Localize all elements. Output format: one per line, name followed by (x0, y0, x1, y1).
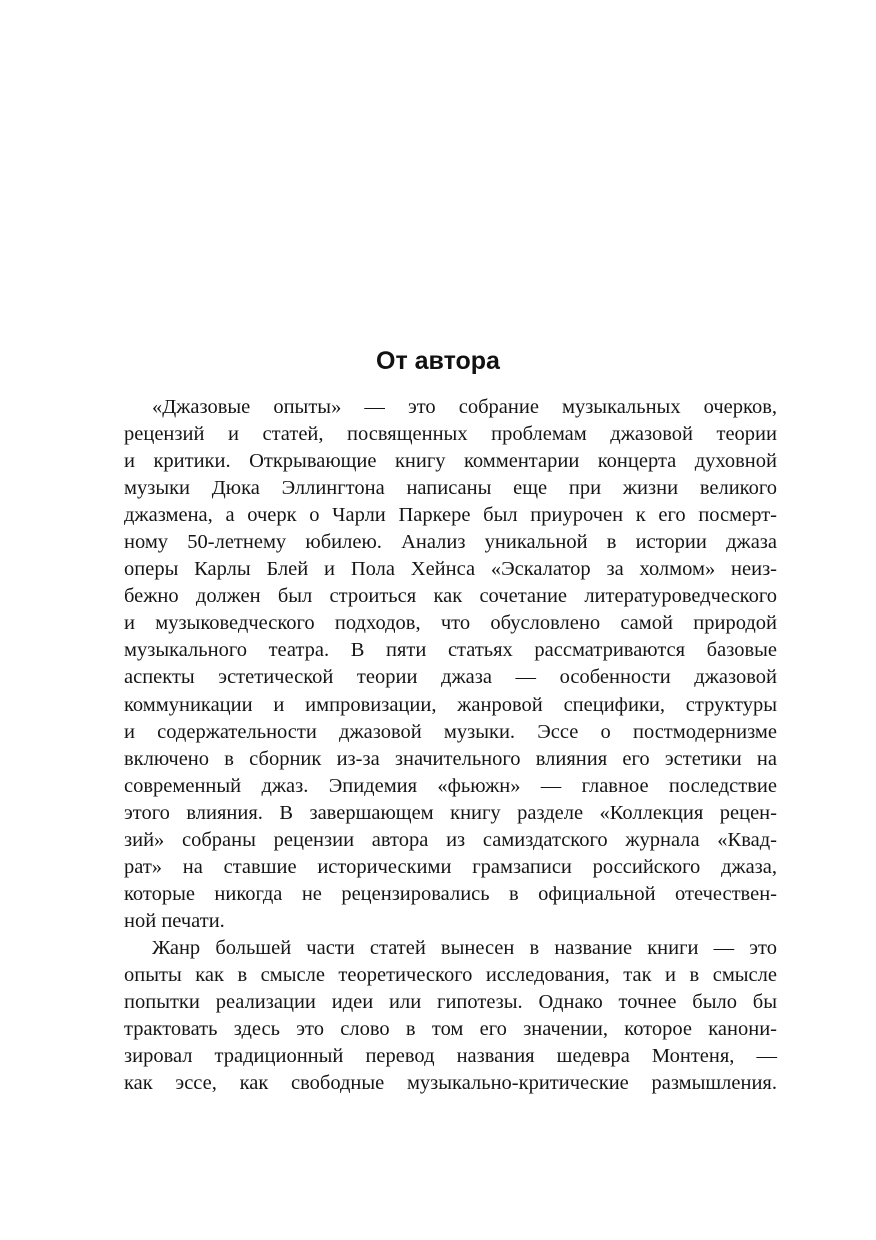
text-line: включено в сборник из-за значительного влияния его эстетики на (124, 747, 777, 770)
text-line: попытки реализации идеи или гипотезы. Однако точнее было бы (124, 991, 777, 1014)
text-line: аспекты эстетической теории джаза — особенности джазовой (124, 666, 777, 689)
text-line: которые никогда не рецензировались в официальной отечествен- (124, 882, 777, 905)
text-line: коммуникации и импровизации, жанровой специфики, структуры (124, 693, 777, 716)
text-line: музыки Дюка Эллингтона написаны еще при жизни великого (124, 477, 777, 500)
text-line: ной печати. (124, 909, 225, 932)
text-line: этого влияния. В завершающем книгу разделе «Коллекция рецен- (124, 801, 777, 824)
text-line: ному 50-летнему юбилею. Анализ уникальной в истории джаза (124, 531, 777, 554)
text-line: рат» на ставшие историческими грамзаписи российского джаза, (124, 855, 777, 878)
paragraph-2 (124, 935, 777, 1097)
paragraph-1 (124, 394, 777, 935)
text-line: и музыковедческого подходов, что обусловлено самой природой (124, 612, 777, 635)
text-line: джазмена, а очерк о Чарли Паркере был приурочен к его посмерт- (124, 504, 777, 527)
text-line: музыкального театра. В пяти статьях рассматриваются базовые (124, 639, 777, 662)
page-title: От автора (376, 347, 500, 375)
text-line: и содержательности джазовой музыки. Эссе о постмодернизме (124, 720, 777, 743)
text-line: бежно должен был строиться как сочетание литературоведческого (124, 585, 777, 608)
text-line: рецензий и статей, посвященных проблемам джазовой теории (124, 423, 777, 446)
text-line: трактовать здесь это слово в том его значении, которое канони- (124, 1018, 777, 1041)
text-line: опыты как в смысле теоретического исследования, так и в смысле (124, 963, 777, 986)
text-line: зировал традиционный перевод названия шедевра Монтеня, — (124, 1045, 777, 1068)
text-line: и критики. Открывающие книгу комментарии концерта духовной (124, 450, 777, 473)
text-line: Жанр большей части статей вынесен в название книги — это (152, 936, 777, 959)
text-line: как эссе, как свободные музыкально-критические размышления. (124, 1072, 777, 1095)
text-line: современный джаз. Эпидемия «фьюжн» — главное последствие (124, 774, 777, 797)
text-line: зий» собраны рецензии автора из самиздатского журнала «Квад- (124, 828, 777, 851)
body-text (124, 394, 777, 1097)
text-line: оперы Карлы Блей и Пола Хейнса «Эскалатор за холмом» неиз- (124, 558, 777, 581)
text-line: «Джазовые опыты» — это собрание музыкальных очерков, (152, 396, 777, 418)
